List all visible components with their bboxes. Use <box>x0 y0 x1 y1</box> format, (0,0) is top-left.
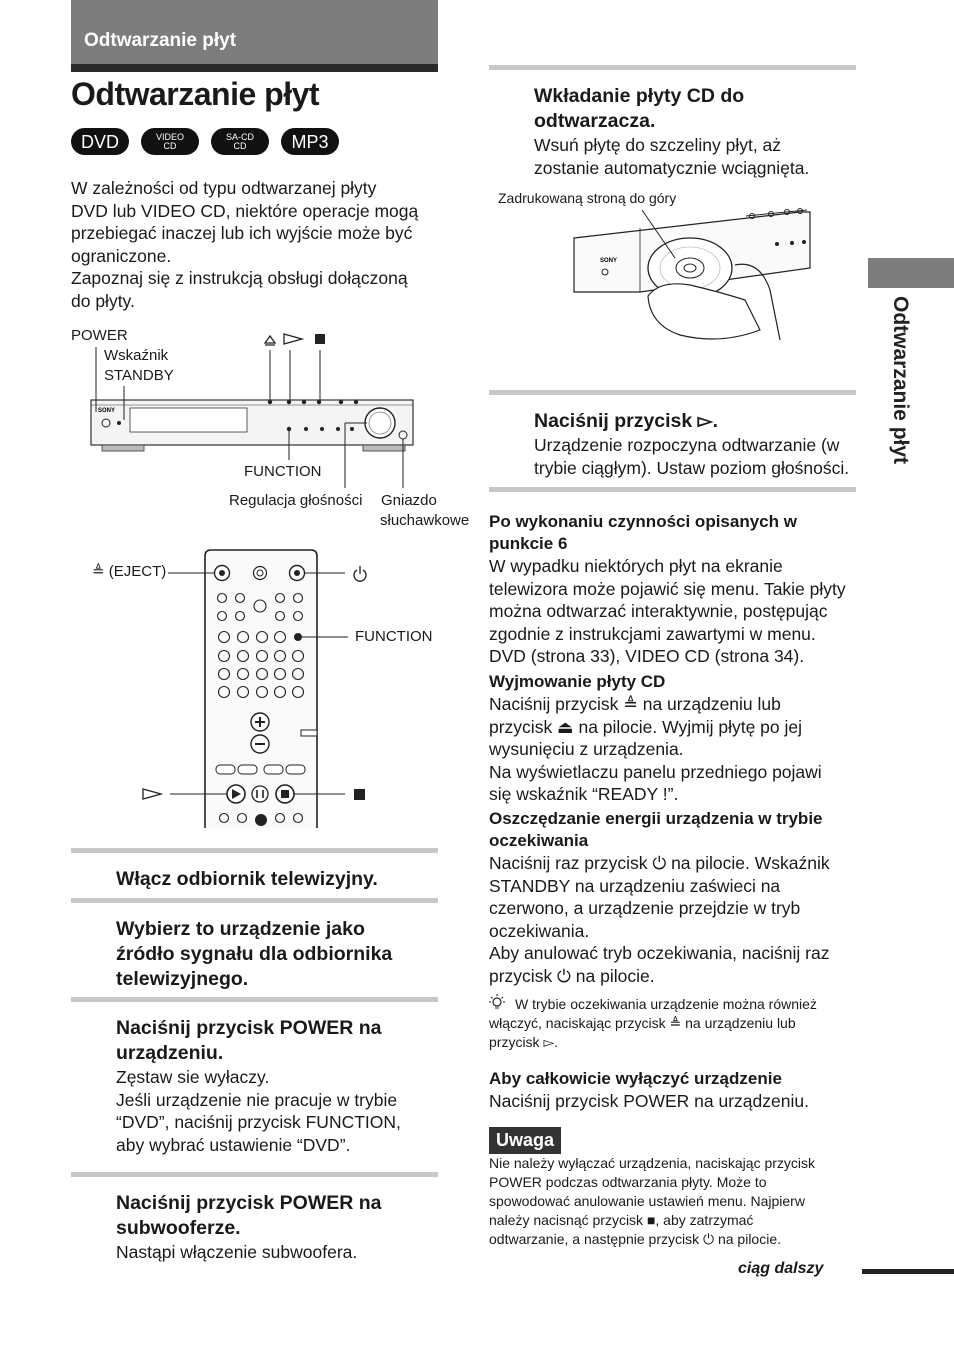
disc-unit-brand-text: SONY <box>600 258 618 264</box>
note-line: Nie należy wyłączać urządzenia, naciskając przycisk <box>489 1155 816 1171</box>
note-line: POWER podczas odtwarzania płyty. Może to <box>489 1174 767 1190</box>
tip-line: przycisk ▻. <box>489 1034 559 1050</box>
side-thumb-tab <box>868 258 954 288</box>
label-phones-2: słuchawkowe <box>380 512 470 529</box>
section-line: oczekiwania. <box>489 920 590 941</box>
section-line: Aby anulować tryb oczekiwania, naciśnij raz <box>489 943 830 963</box>
note-line: spowodować anulowanie ustawień menu. Najpierw <box>489 1193 805 1209</box>
label-standby-2: STANDBY <box>104 367 174 384</box>
section-heading: oczekiwania <box>489 831 589 850</box>
label-eject: ≜ (EJECT) <box>92 563 167 580</box>
section-line: W wypadku niektórych płyt na ekranie <box>489 556 783 576</box>
continued-label: ciąg dalszy <box>738 1260 824 1277</box>
page-title: Odtwarzanie płyt <box>71 76 320 112</box>
step-body-line: Urządzenie rozpoczyna odtwarzanie (w <box>534 435 840 455</box>
tip-text <box>489 995 869 1052</box>
section-heading: Aby całkowicie wyłączyć urządzenie <box>489 1069 782 1088</box>
badge-dvd: DVD <box>71 128 129 155</box>
section-eject <box>489 671 869 806</box>
badge-video-cd: VIDEO CD <box>141 128 199 155</box>
label-volume: Regulacja głośności <box>229 492 363 509</box>
step-6 <box>534 409 849 479</box>
section-line: Naciśnij przycisk POWER na urządzeniu. <box>489 1091 809 1111</box>
note-label: Uwaga <box>489 1127 561 1154</box>
step-title-line: urządzeniu. <box>116 1042 224 1064</box>
note-text <box>489 1154 869 1249</box>
label-function-remote: FUNCTION <box>355 628 433 645</box>
step-title-line: Naciśnij przycisk POWER na <box>116 1192 382 1214</box>
badge-mp3: MP3 <box>281 128 339 155</box>
section-line: Na wyświetlaczu panelu przedniego pojawi <box>489 761 822 782</box>
section-line: DVD (strona 33), VIDEO CD (strona 34). <box>489 646 805 666</box>
step-rule <box>489 487 856 492</box>
tip-line: W trybie oczekiwania urządzenie można również <box>515 996 817 1012</box>
section-line: można odtwarzać interaktywnie, postępując <box>489 601 828 621</box>
continued-bar <box>862 1269 954 1274</box>
section-line: Naciśnij raz przycisk ⏻ na pilocie. Wskaźnik <box>489 853 830 873</box>
badge-sacd-cd: SA-CD CD <box>211 128 269 155</box>
label-power: POWER <box>71 327 128 344</box>
step-body-line: Wsuń płytę do szczeliny płyt, aż <box>534 135 782 155</box>
section-line: przycisk ⏏ na pilocie. Wyjmij płytę po jej <box>489 716 803 737</box>
step-title-line: Naciśnij przycisk ▻. <box>534 410 719 432</box>
section-after-step-6 <box>489 511 869 668</box>
section-heading: punkcie 6 <box>489 534 568 553</box>
step-title-line: Wybierz to urządzenie jako <box>116 918 365 940</box>
intro-line: W zależności od typu odtwarzanej płyty <box>71 178 377 198</box>
step-body-line: “DVD”, naciśnij przycisk FUNCTION, <box>116 1112 401 1132</box>
step-body-line: trybie ciągłym). Ustaw poziom głośności. <box>534 457 850 478</box>
section-line: telewizora może pojawić się menu. Takie płyty <box>489 578 846 599</box>
section-line: czerwono, a urządzenie przejdzie w tryb <box>489 898 801 918</box>
step-body-line: Nastąpi włączenie subwoofera. <box>116 1242 358 1262</box>
unit-brand-text: SONY <box>98 408 116 414</box>
section-header-label: Odtwarzanie płyt <box>84 30 237 51</box>
step-title-line: Naciśnij przycisk POWER na <box>116 1017 382 1039</box>
intro-line: do płyty. <box>71 290 135 311</box>
step-title-line: Wkładanie płyty CD do <box>534 85 745 107</box>
section-heading: Po wykonaniu czynności opisanych w <box>489 512 797 531</box>
section-line: STANDBY na urządzeniu zaświeci na <box>489 875 781 896</box>
note-line: odtwarzanie, a następnie przycisk ⏻ na pilocie. <box>489 1231 782 1247</box>
intro-line: Zapoznaj się z instrukcją obsługi dołączoną <box>71 268 408 288</box>
note-line: należy nacisnąć przycisk ■, aby zatrzymać <box>489 1212 754 1228</box>
section-line: Naciśnij przycisk ≜ na urządzeniu lub <box>489 694 781 714</box>
side-tab-label: Odtwarzanie płyt <box>889 296 912 465</box>
section-heading: Wyjmowanie płyty CD <box>489 672 666 691</box>
step-body-line: Jeśli urządzenie nie pracuje w trybie <box>116 1089 398 1110</box>
step-title-line: odtwarzacza. <box>534 110 656 132</box>
disc-label: Zadrukowaną stroną do góry <box>498 190 677 206</box>
intro-line: DVD lub VIDEO CD, niektóre operacje mogą <box>71 200 419 221</box>
section-power-off <box>489 1068 869 1113</box>
step-rule <box>489 390 856 395</box>
step-body-line: zostanie automatycznie wciągnięta. <box>534 157 810 178</box>
section-line: wysunięciu z urządzenia. <box>489 739 684 759</box>
section-line: przycisk ⏻ na pilocie. <box>489 965 655 986</box>
section-standby <box>489 808 869 987</box>
section-heading: Oszczędzanie energii urządzenia w trybie <box>489 809 823 828</box>
section-line: się wskaźnik “READY !”. <box>489 784 679 804</box>
step-1-title: Włącz odbiornik telewizyjny. <box>116 868 378 890</box>
label-standby-1: Wskaźnik <box>104 347 169 364</box>
section-line: zgodnie z instrukcjami zawartymi w menu. <box>489 623 816 644</box>
intro-line: ograniczone. <box>71 245 172 266</box>
step-body-line: Zęstaw sie wyłaczy. <box>116 1067 270 1087</box>
intro-line: przebiegać inaczej lub ich wyjście może być <box>71 223 413 243</box>
step-body-line: aby wybrać ustawienie “DVD”. <box>116 1134 351 1155</box>
step-title-line: subwooferze. <box>116 1217 241 1239</box>
step-title-line: telewizyjnego. <box>116 968 249 990</box>
tip-line: włączyć, naciskając przycisk ≜ na urządzeniu lub <box>489 1015 796 1031</box>
label-phones-1: Gniazdo <box>381 492 437 509</box>
label-function-unit: FUNCTION <box>244 463 322 480</box>
step-title-line: źródło sygnału dla odbiornika <box>116 943 393 965</box>
